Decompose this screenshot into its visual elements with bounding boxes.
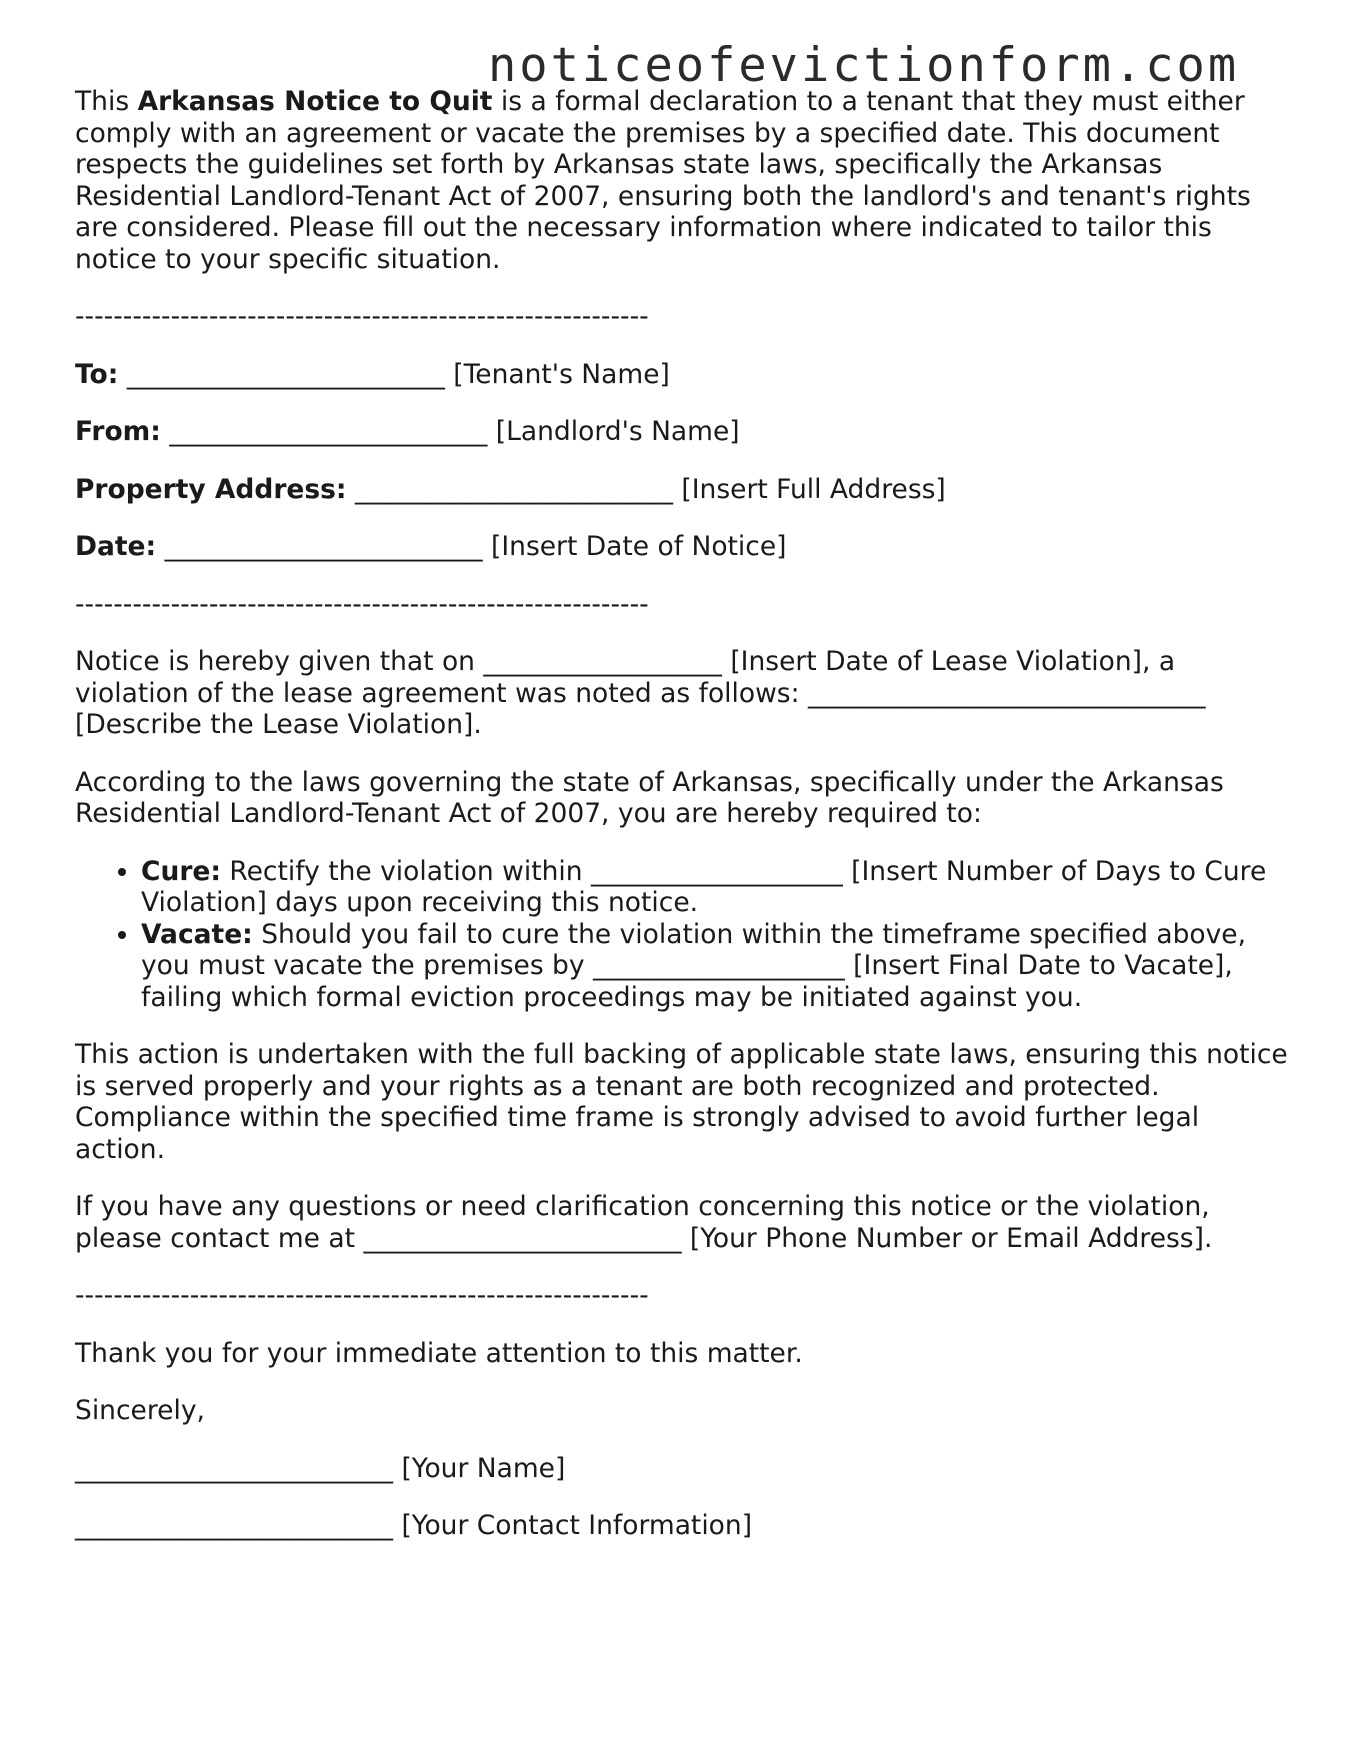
requirements-list xyxy=(75,856,1290,1014)
field-label: Property Address: xyxy=(75,473,347,505)
signature-hint: [Your Name] xyxy=(401,1452,566,1484)
violation-text: [Insert Date of Lease Violation], a violation of the lease agreement was noted as follows: xyxy=(75,646,1176,709)
field-hint: [Insert Full Address] xyxy=(681,473,946,505)
signature-contact-row xyxy=(75,1510,1290,1542)
backing-paragraph: This action is undertaken with the full backing of applicable state laws, ensuring this notice is served properly and your rights as a tenant are both recognized and protected. Compliance within the specified time frame is strongly advised to avoid further legal action. xyxy=(75,1039,1288,1165)
intro-lead: This xyxy=(75,86,138,117)
violation-text: [Describe the Lease Violation]. xyxy=(75,709,482,740)
violation-paragraph xyxy=(75,646,1290,741)
requirement-label: Vacate: xyxy=(141,918,253,950)
laws-paragraph: According to the laws governing the state of Arkansas, specifically under the Arkansas Residential Landlord-Tenant Act of 2007, you are hereby required to: xyxy=(75,766,1224,829)
field-property-address xyxy=(75,474,1290,506)
requirement-text: Should you fail to cure the violation within the timeframe specified above, you must vacate the premises by xyxy=(141,918,1247,981)
separator-line: ------------------------------------------------------------ xyxy=(75,1280,649,1311)
requirement-vacate xyxy=(141,919,1290,1014)
field-from xyxy=(75,416,1290,448)
field-hint: [Insert Date of Notice] xyxy=(491,531,787,562)
field-label: From: xyxy=(75,416,161,447)
field-date xyxy=(75,531,1290,563)
cure-days-blank[interactable]: ___________________ xyxy=(590,855,843,887)
tenant-name-blank[interactable]: ________________________ xyxy=(126,358,445,390)
requirement-text: [Insert Number of Days to Cure Violation] days upon receiving this notice. xyxy=(141,855,1267,918)
document-title: Arkansas Notice to Quit xyxy=(137,86,493,117)
field-label: Date: xyxy=(75,531,157,562)
contact-paragraph xyxy=(75,1191,1290,1254)
requirement-text: [Insert Final Date to Vacate], failing which formal eviction proceedings may be initiated against you. xyxy=(141,950,1233,1013)
your-name-blank[interactable]: ________________________ xyxy=(75,1452,393,1484)
signature-hint: [Your Contact Information] xyxy=(401,1510,753,1541)
violation-description-blank[interactable]: ______________________________ xyxy=(807,677,1206,709)
landlord-name-blank[interactable]: ________________________ xyxy=(169,416,488,447)
separator-line: ------------------------------------------------------------ xyxy=(75,588,649,620)
site-watermark: noticeofevictionform.com xyxy=(488,38,1240,93)
requirement-label: Cure: xyxy=(141,855,221,887)
violation-text: Notice is hereby given that on xyxy=(75,646,484,677)
your-contact-blank[interactable]: ________________________ xyxy=(75,1510,393,1541)
separator-line: ------------------------------------------------------------ xyxy=(75,301,649,332)
notice-date-blank[interactable]: ________________________ xyxy=(164,531,483,562)
closing-line: Sincerely, xyxy=(75,1395,205,1426)
contact-info-blank[interactable]: ________________________ xyxy=(363,1222,682,1254)
property-address-blank[interactable]: ________________________ xyxy=(354,473,673,505)
violation-date-blank[interactable]: __________________ xyxy=(483,646,722,677)
requirement-text: Rectify the violation within xyxy=(220,855,591,887)
contact-text: If you have any questions or need clarification concerning this notice or the violation, please contact me at xyxy=(75,1191,1210,1254)
notice-document xyxy=(75,86,1290,1568)
field-hint: [Tenant's Name] xyxy=(453,358,670,390)
contact-text: [Your Phone Number or Email Address]. xyxy=(681,1222,1213,1254)
signature-name-row xyxy=(75,1453,1290,1485)
field-to xyxy=(75,359,1290,391)
vacate-date-blank[interactable]: ___________________ xyxy=(593,950,845,981)
thanks-line: Thank you for your immediate attention to this matter. xyxy=(75,1337,803,1369)
intro-body: is a formal declaration to a tenant that they must either comply with an agreement or vacate the premises by a specified date. This document respects the guidelines set forth by Arkansas state laws, specifically the Arkansas Residential Landlord-Tenant Act of 2007, ensuring both the landlord's and tenant's rights are considered. Please fill out the necessary information where indicated to tailor this notice to your specific situation. xyxy=(75,86,1251,275)
field-hint: [Landlord's Name] xyxy=(495,416,740,447)
intro-paragraph xyxy=(75,86,1290,275)
requirement-cure xyxy=(141,856,1290,919)
field-label: To: xyxy=(75,358,119,390)
